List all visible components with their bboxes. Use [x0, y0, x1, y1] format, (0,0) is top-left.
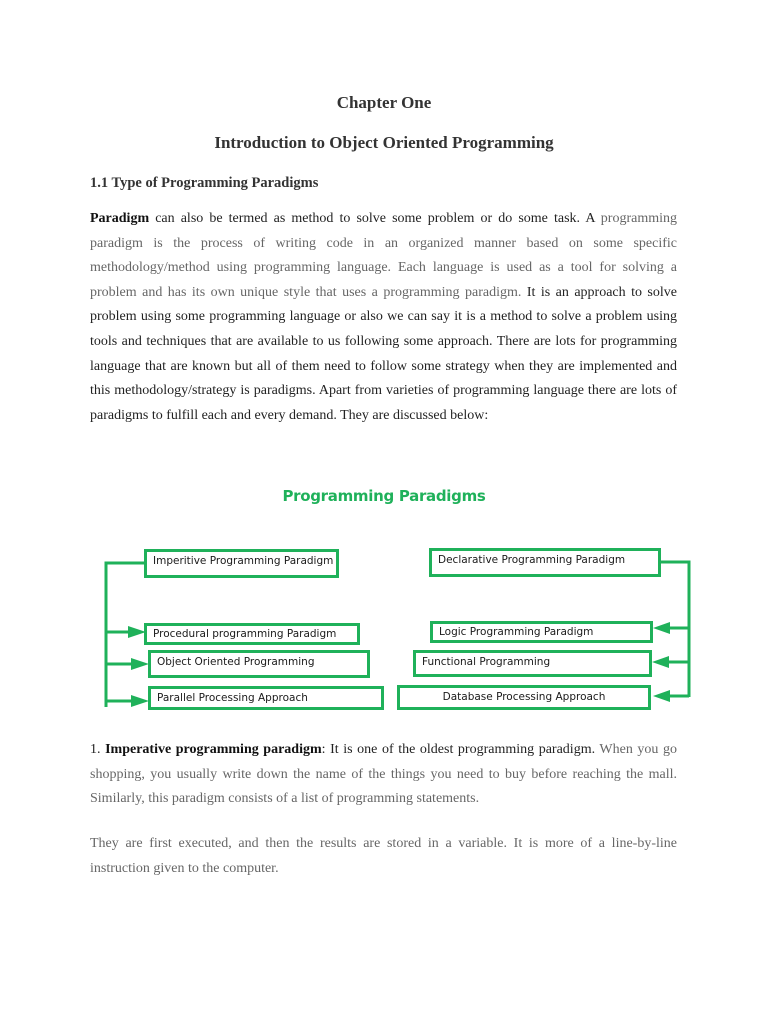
database-processing-box: Database Processing Approach	[397, 685, 651, 710]
imperative-text-1: : It is one of the oldest programming paradigm.	[321, 742, 600, 757]
intro-paragraph	[90, 207, 677, 428]
diagram-title: Programming Paradigms	[282, 487, 486, 505]
right-arrow-head-3	[653, 690, 670, 702]
paradigms-diagram	[0, 480, 768, 720]
parallel-processing-box: Parallel Processing Approach	[148, 686, 384, 710]
imperative-paragraph	[90, 738, 677, 812]
procedural-box: Procedural programming Paradigm	[144, 623, 360, 645]
chapter-heading: Chapter One	[336, 93, 432, 112]
right-arrow-head-1	[653, 622, 670, 634]
imperative-root-box: Imperitive Programming Paradigm	[144, 549, 339, 578]
followup-paragraph	[90, 832, 677, 881]
followup-text-2: .	[275, 860, 279, 876]
imperative-heading: Imperative programming paradigm	[105, 742, 322, 757]
declarative-root-box: Declarative Programming Paradigm	[429, 548, 661, 577]
intro-text-3: It is an approach to solve problem using some programming language or also we can say it is a method to solve a problem using tools and techniques that are available to us following some approach. There are lots for programming language that are known but all of them need to follow some strategy when they are implemented and this methodology/strategy is paradigms. Apart from varieties of programming language there are lots of paradigms to fulfill each and every demand. They are discussed below:	[90, 284, 677, 423]
right-arrow-head-2	[652, 656, 669, 668]
intro-text-1: can also be termed as method to solve some problem or do some task. A	[149, 211, 601, 226]
intro-text-2: programming paradigm is the process of writing code in an organized manner based on some specific methodology/method using programming language. Each language is used as a tool for solving a problem and has its own unique style that uses a programming paradigm.	[90, 211, 677, 300]
page-title: Introduction to Object Oriented Programming	[214, 133, 554, 152]
followup-text-1: They are first executed, and then the results are stored in a variable. It is more of a line-by-line instruction given to the computer	[90, 836, 677, 876]
diagram-connectors	[0, 480, 768, 720]
imperative-number: 1.	[90, 742, 106, 757]
logic-box: Logic Programming Paradigm	[430, 621, 653, 643]
object-oriented-box: Object Oriented Programming	[148, 650, 370, 678]
left-trunk-line	[106, 563, 145, 707]
functional-box: Functional Programming	[413, 650, 652, 677]
left-arrow-head-3	[131, 695, 149, 707]
paradigm-term: Paradigm	[90, 211, 150, 226]
left-arrow-head-2	[131, 658, 149, 670]
section-heading: 1.1 Type of Programming Paradigms	[90, 175, 319, 191]
imperative-text-2: When you go shopping, you usually write down the name of the things you need to buy before reaching the mall. Similarly, this paradigm consists of a list of programming statements.	[90, 742, 678, 807]
